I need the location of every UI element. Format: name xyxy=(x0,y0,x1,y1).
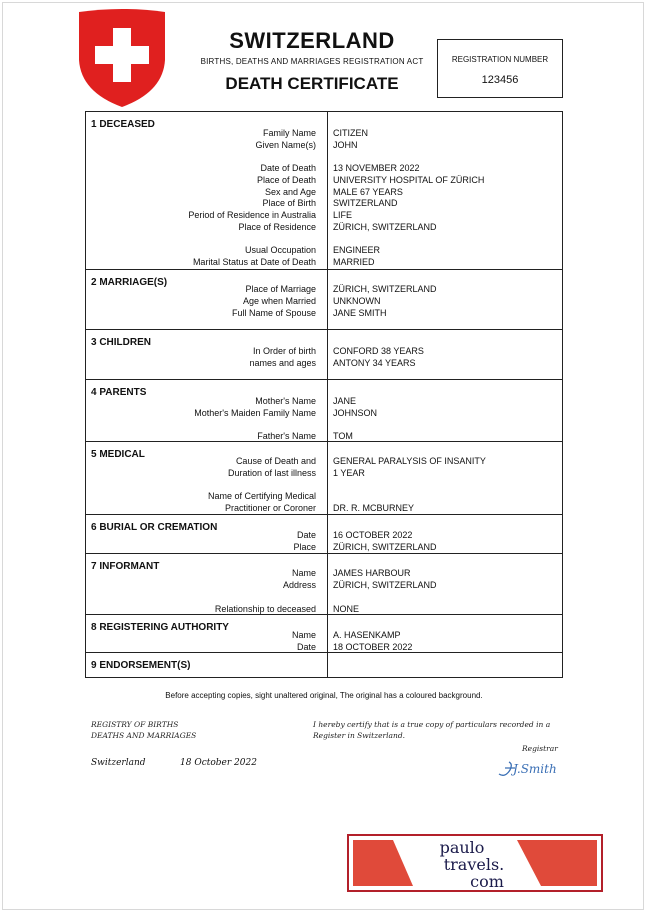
field-label: Date xyxy=(296,530,316,540)
field-value: MARRIED xyxy=(333,257,375,267)
field-label: Father's Name xyxy=(257,431,316,441)
section-medical xyxy=(86,441,562,514)
registry-line: REGISTRY OF BIRTHS xyxy=(91,720,179,729)
issue-date: 18 October 2022 xyxy=(180,758,257,768)
field-row xyxy=(86,357,562,369)
field-label: Date of Death xyxy=(260,163,316,173)
field-label: Place xyxy=(293,542,316,552)
registry-line: DEATHS AND MARRIAGES xyxy=(91,731,197,740)
field-label: names and ages xyxy=(249,358,316,368)
field-label: Full Name of Spouse xyxy=(231,308,316,318)
field-row xyxy=(86,256,562,268)
field-value: DR. R. MCBURNEY xyxy=(333,503,415,513)
field-value: 1 YEAR xyxy=(333,468,365,478)
field-row xyxy=(86,629,562,641)
field-row xyxy=(86,209,562,221)
field-value: ZÜRICH, SWITZERLAND xyxy=(333,580,437,590)
field-label: Age when Married xyxy=(242,296,316,306)
certificate-title: DEATH CERTIFICATE xyxy=(225,74,399,93)
section-marriage xyxy=(86,269,562,329)
section-deceased xyxy=(86,112,562,269)
field-value: MALE 67 YEARS xyxy=(333,187,403,197)
field-label: Place of Death xyxy=(256,175,316,185)
section-title: 6 BURIAL OR CREMATION xyxy=(91,522,218,533)
registration-box xyxy=(437,39,563,98)
field-row xyxy=(86,295,562,307)
field-value: JAMES HARBOUR xyxy=(333,568,411,578)
field-label: Mother's Maiden Family Name xyxy=(194,408,316,418)
certify-line: I hereby certify that is a true copy of particulars recorded in a xyxy=(313,720,551,729)
field-value: 16 OCTOBER 2022 xyxy=(333,530,413,540)
field-label: Mother's Name xyxy=(255,396,316,406)
section-title: 5 MEDICAL xyxy=(91,449,145,460)
field-row xyxy=(86,139,562,151)
section-informant xyxy=(86,553,562,614)
field-value: CITIZEN xyxy=(333,128,368,138)
field-row xyxy=(86,395,562,407)
field-value: TOM xyxy=(333,431,353,441)
field-label: Name of Certifying Medical xyxy=(207,491,316,501)
field-row xyxy=(86,407,562,419)
field-row xyxy=(86,567,562,579)
field-label: Period of Residence in Australia xyxy=(188,210,316,220)
registration-number: 123456 xyxy=(481,74,519,86)
section-title: 3 CHILDREN xyxy=(91,337,152,348)
swiss-shield-icon xyxy=(77,8,167,108)
field-row xyxy=(86,467,562,479)
field-value: 18 OCTOBER 2022 xyxy=(333,642,413,652)
field-row xyxy=(86,502,562,514)
field-value: SWITZERLAND xyxy=(333,198,398,208)
signature-text: J.Smith xyxy=(513,762,557,776)
field-row xyxy=(86,579,562,591)
certificate-table xyxy=(85,111,563,678)
registration-label: REGISTRATION NUMBER xyxy=(451,55,549,64)
logo-text: com xyxy=(470,872,504,891)
field-label: Sex and Age xyxy=(264,187,316,197)
section-title: 9 ENDORSEMENT(S) xyxy=(91,660,191,671)
field-label: Marital Status at Date of Death xyxy=(192,257,316,267)
field-row xyxy=(86,162,562,174)
field-label: Given Name(s) xyxy=(255,140,316,150)
field-row xyxy=(86,490,562,502)
field-label: Relationship to deceased xyxy=(214,604,316,614)
field-value: CONFORD 38 YEARS xyxy=(333,346,424,356)
registry-name xyxy=(91,719,196,741)
field-value: ENGINEER xyxy=(333,245,381,255)
field-value: JANE SMITH xyxy=(333,308,387,318)
field-value: 13 NOVEMBER 2022 xyxy=(333,163,420,173)
section-title: 7 INFORMANT xyxy=(91,561,160,572)
certify-line: Register in Switzerland. xyxy=(313,731,405,740)
field-row xyxy=(86,197,562,209)
field-label: Name xyxy=(291,568,316,578)
issue-place: Switzerland xyxy=(91,758,146,768)
field-label: Name xyxy=(291,630,316,640)
field-value: UNIVERSITY HOSPITAL OF ZÜRICH xyxy=(333,175,485,185)
field-value: UNKNOWN xyxy=(333,296,381,306)
field-row xyxy=(86,127,562,139)
field-value: ZÜRICH, SWITZERLAND xyxy=(333,222,437,232)
country-title: SWITZERLAND xyxy=(229,28,395,53)
section-title: 1 DECEASED xyxy=(91,119,155,130)
field-row xyxy=(86,244,562,256)
field-row xyxy=(86,174,562,186)
field-row xyxy=(86,283,562,295)
field-value: ZÜRICH, SWITZERLAND xyxy=(333,542,437,552)
field-value: JOHN xyxy=(333,140,358,150)
logo-text: paulo xyxy=(439,838,485,857)
field-row xyxy=(86,529,562,541)
signature xyxy=(495,756,567,780)
field-row xyxy=(86,345,562,357)
field-label: Place of Birth xyxy=(262,198,316,208)
section-endorsement xyxy=(86,652,562,677)
section-registering-authority xyxy=(86,614,562,652)
field-label: Place of Residence xyxy=(238,222,316,232)
field-value: JOHNSON xyxy=(333,408,378,418)
logo-text: travels. xyxy=(443,855,505,874)
field-label: Usual Occupation xyxy=(244,245,316,255)
section-children xyxy=(86,329,562,379)
field-row xyxy=(86,455,562,467)
field-value: ANTONY 34 YEARS xyxy=(333,358,416,368)
field-row xyxy=(86,307,562,319)
field-row xyxy=(86,221,562,233)
registrar-label: Registrar xyxy=(522,744,558,753)
field-value: JANE xyxy=(333,396,357,406)
field-label: Practitioner or Coroner xyxy=(224,503,316,513)
field-label: Cause of Death and xyxy=(235,456,316,466)
field-value: GENERAL PARALYSIS OF INSANITY xyxy=(333,456,486,466)
act-subtitle: BIRTHS, DEATHS AND MARRIAGES REGISTRATION ACT xyxy=(200,57,424,66)
field-row xyxy=(86,541,562,553)
notice-text: Before accepting copies, sight unaltered original, The original has a coloured background. xyxy=(165,691,483,700)
field-value: A. HASENKAMP xyxy=(333,630,401,640)
section-burial xyxy=(86,514,562,553)
field-label: In Order of birth xyxy=(252,346,316,356)
field-label: Address xyxy=(282,580,316,590)
section-title: 8 REGISTERING AUTHORITY xyxy=(91,622,229,633)
certification-text xyxy=(313,719,563,741)
section-parents xyxy=(86,379,562,441)
field-label: Date xyxy=(296,642,316,652)
field-value: LIFE xyxy=(333,210,353,220)
field-label: Place of Marriage xyxy=(245,284,316,294)
field-value: ZÜRICH, SWITZERLAND xyxy=(333,284,437,294)
section-title: 2 MARRIAGE(S) xyxy=(91,277,168,288)
field-label: Family Name xyxy=(262,128,316,138)
field-label: Duration of last illness xyxy=(227,468,316,478)
paulotravels-logo xyxy=(347,834,603,892)
field-value: NONE xyxy=(333,604,360,614)
section-title: 4 PARENTS xyxy=(91,387,147,398)
